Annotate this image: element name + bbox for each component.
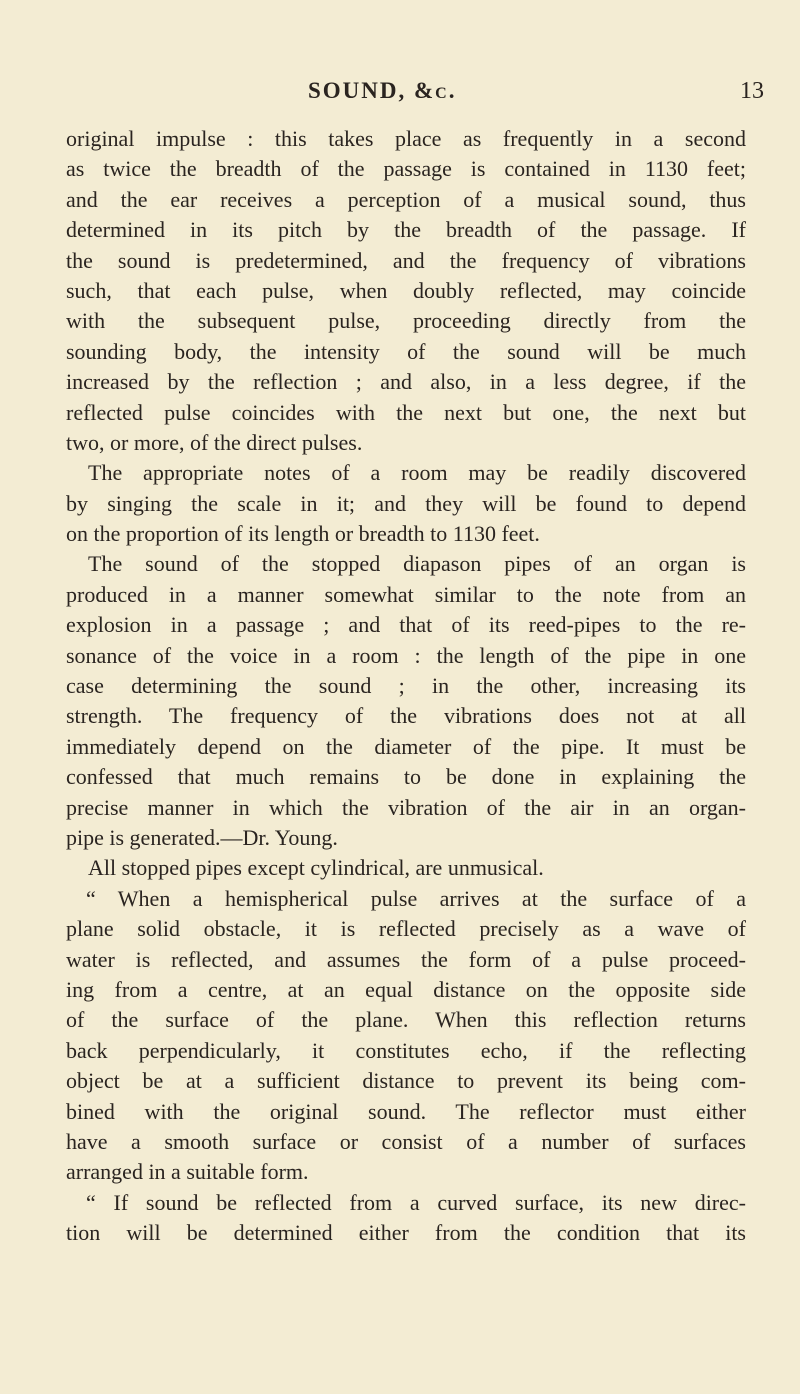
text-line: case determining the sound ; in the other, increasing its — [66, 673, 746, 699]
text-line: produced in a manner somewhat similar to the note from an — [66, 581, 746, 607]
text-line: by singing the scale in it; and they will be found to depend — [66, 490, 746, 516]
text-line: and the ear receives a perception of a musical sound, thus — [66, 186, 746, 212]
text-line: explosion in a passage ; and that of its reed-pipes to the re- — [66, 612, 746, 638]
text-line: plane solid obstacle, it is reflected precisely as a wave of — [66, 916, 746, 942]
text-line: with the subsequent pulse, proceeding directly from the — [66, 308, 746, 334]
text-line: tion will be determined either from the condition that its — [66, 1220, 746, 1246]
text-line: All stopped pipes except cylindrical, are unmusical. — [88, 855, 544, 881]
text-line: sonance of the voice in a room : the length of the pipe in one — [66, 642, 746, 668]
text-line: original impulse : this takes place as frequently in a second — [66, 126, 746, 151]
text-line: the sound is predetermined, and the frequency of vibrations — [66, 247, 746, 273]
text-line: as twice the breadth of the passage is contained in 1130 feet; — [66, 156, 746, 182]
text-line: of the surface of the plane. When this reflection returns — [66, 1007, 746, 1033]
text-line: such, that each pulse, when doubly reflected, may coincide — [66, 277, 746, 303]
running-title: SOUND, &c. — [308, 78, 457, 103]
text-line: “ If sound be reflected from a curved surface, its new direc- — [86, 1189, 746, 1215]
text-line: “ When a hemispherical pulse arrives at the surface of a — [86, 885, 746, 911]
text-line: water is reflected, and assumes the form of a pulse proceed- — [66, 946, 746, 972]
text-line: ing from a centre, at an equal distance on the opposite side — [66, 976, 746, 1002]
text-line: The sound of the stopped diapason pipes of an organ is — [88, 551, 746, 577]
text-line: two, or more, of the direct pulses. — [66, 429, 363, 455]
text-line: precise manner in which the vibration of the air in an organ- — [66, 794, 746, 820]
text-line: object be at a sufficient distance to prevent its being com- — [66, 1068, 746, 1094]
text-line: The appropriate notes of a room may be readily discovered — [88, 460, 746, 486]
text-line: arranged in a suitable form. — [66, 1159, 309, 1185]
text-line: increased by the reflection ; and also, in a less degree, if the — [66, 369, 746, 395]
text-line: immediately depend on the diameter of the pipe. It must be — [66, 733, 746, 759]
text-line: confessed that much remains to be done in explaining the — [66, 764, 746, 790]
page-number: 13 — [740, 78, 764, 104]
text-line: strength. The frequency of the vibrations does not at all — [66, 703, 746, 729]
text-line: pipe is generated.—Dr. Young. — [66, 824, 338, 850]
text-line: have a smooth surface or consist of a number of surfaces — [66, 1128, 746, 1154]
text-line: determined in its pitch by the breadth of the passage. If — [66, 217, 746, 243]
text-line: on the proportion of its length or breadth to 1130 feet. — [66, 521, 540, 547]
text-line: back perpendicularly, it constitutes echo, if the reflecting — [66, 1037, 746, 1063]
text-line: sounding body, the intensity of the sound will be much — [66, 338, 746, 364]
text-line: bined with the original sound. The reflector must either — [66, 1098, 746, 1124]
text-line: reflected pulse coincides with the next but one, the next but — [66, 399, 746, 425]
body-text — [66, 124, 746, 1248]
running-head — [0, 78, 800, 114]
